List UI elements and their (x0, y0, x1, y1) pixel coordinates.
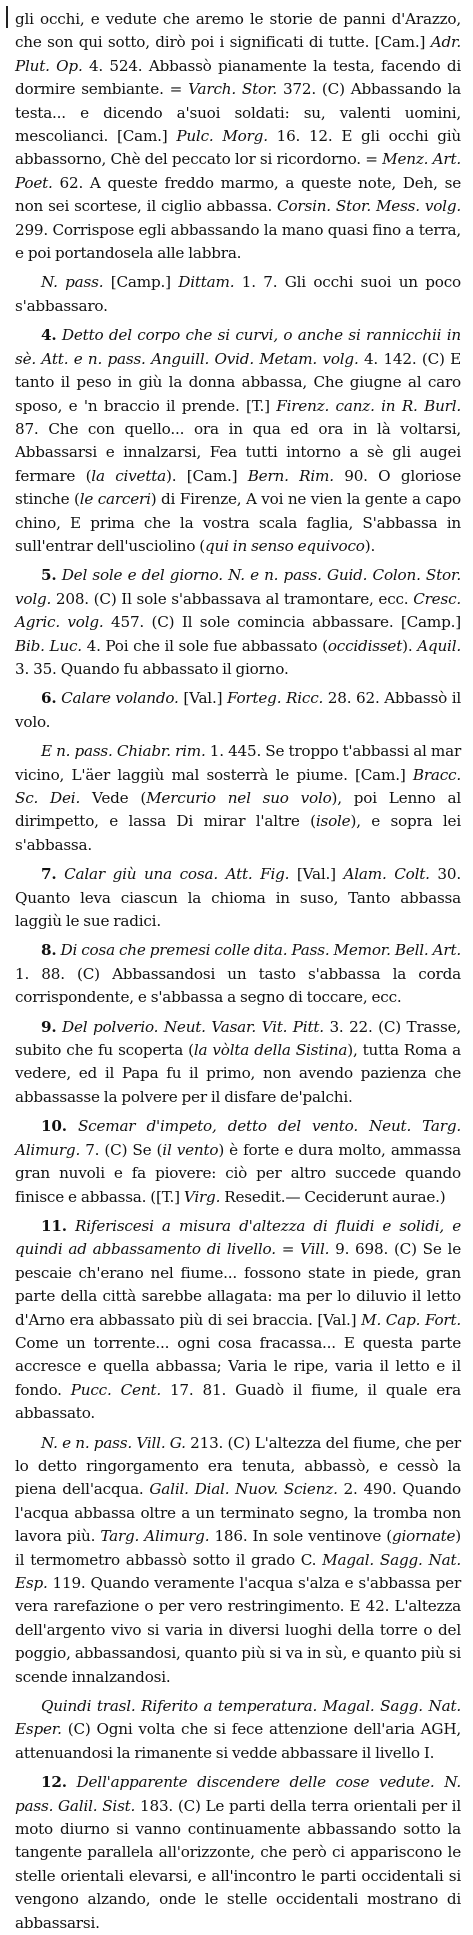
italic-text: Calare volando. (61, 689, 179, 708)
text-run: 208. (C) Il sole s'abbassava al tramontare, ecc. (51, 589, 414, 608)
italic-text: Varch. Stor. (188, 80, 277, 99)
italic-text: Del polverio. Neut. Vasar. Vit. Pitt. (62, 1017, 324, 1036)
text-run: ). (364, 536, 376, 555)
text-run: ) il termometro abbassò sotto il grado C. (15, 1527, 461, 1569)
text-run: 183. (C) Le parti della terra orientali per il moto diurno si vanno continuamente abbassando sotto la tangente parallela all'orizzonte, che però ci appariscono le stelle orientali elevarsi, e all'incontro le parti occidentali si vengono alzando, onde le stelle occidentali mostrano di abbassarsi. (15, 1796, 461, 1932)
text-run: [Camp.] (103, 273, 179, 292)
text-run: 299. Corrispose egli abbassando la mano quasi fino a terra, e poi portandosela alle labbra. (15, 220, 461, 263)
text-run (67, 1773, 77, 1791)
italic-text: Targ. Alimurg. (100, 1527, 210, 1546)
text-run: 1. 88. (C) Abbassandosi un tasto s'abbassa la corda corrispondente, e s'abbassa a segno di toccare, ecc. (15, 964, 461, 1007)
italic-text: Pulc. Morg. (176, 127, 268, 146)
text-run: ) di Firenze, A voi ne vien la gente a capo chino, E prima che la vostra scala faglia, S'abbassa in sull'entrar dell'usciolino ( (15, 490, 461, 555)
sense-number: 4. (41, 326, 57, 345)
text-run: 213. (C) L'altezza del fiume, che per lo detto ringorgamento era tenuta, abbassò, e cessò la piena dell'acqua. (15, 1433, 461, 1499)
text-run: [Val.] (178, 689, 227, 708)
text-run: gli occhi, e vedute che aremo le storie de panni d'Arazzo, che son qui sotto, dirò poi i significati di tutte. [Cam.] (15, 10, 461, 52)
entry-paragraph (15, 1115, 461, 1209)
text-run: 28. 62. Abbassò il volo. (15, 689, 462, 731)
text-run: 30. Quanto leva ciascun la chioma in suso, Tanto abbassa laggiù le sue radici. (15, 865, 461, 931)
text-run: Come un torrente... ogni cosa fracassa... E questa parte accresce e quella abbassa; Varia le ripe, varia il letto e il fondo. (15, 1333, 461, 1399)
sense-number: 9. (41, 1017, 57, 1036)
italic-text: Menz. Art. Poet. (15, 150, 461, 192)
italic-text: Mercurio nel suo volo (146, 789, 332, 807)
italic-text: occidisset (327, 636, 403, 655)
italic-text: Dell'apparente discendere delle cose vedute. N. pass. Galil. Sist. (15, 1773, 461, 1815)
sense-number: 11. (41, 1216, 67, 1235)
sense-number: 10. (41, 1117, 67, 1136)
italic-text: N. pass. (41, 273, 104, 292)
italic-text: il vento (162, 1140, 219, 1159)
text-run: 7. (C) Se ( (80, 1140, 163, 1159)
italic-text: Forteg. Ricc. (226, 689, 324, 708)
text-run: 17. 81. Guadò il fiume, il quale era abbassato. (15, 1380, 461, 1423)
text-run: 3. 22. (C) Trasse, subito che fu scoperta ( (15, 1017, 462, 1060)
italic-text: la civetta (91, 466, 166, 485)
text-run: ) è forte e dura molto, ammassa gran nuvoli e fa piovere: ciò per altro succede quando finisce e abbassa. ([T.] (15, 1140, 461, 1206)
italic-text: qui in senso equivoco (205, 536, 365, 555)
sense-number: 5. (41, 566, 57, 585)
text-run: 2. 490. Quando l'acqua abbassa oltre a un terminato segno, la tromba non lavora più. (15, 1480, 462, 1546)
text-run (67, 1217, 75, 1235)
text-run: = (275, 1240, 301, 1259)
italic-text: isole (315, 812, 351, 831)
entry-paragraph (15, 939, 461, 1009)
text-run: 62. A queste freddo marmo, a queste note, Deh, se non sei scortese, il ciglio abbassa. (15, 173, 461, 216)
entry-paragraph (15, 863, 461, 933)
italic-text: Del sole e del giorno. N. e n. pass. Guid. Colon. Stor. volg. (15, 566, 461, 608)
text-run: 3. 35. Quando fu abbassato il giorno. (15, 659, 289, 678)
italic-text: M. Cap. Fort. (361, 1310, 461, 1329)
text-run: ). [Cam.] (166, 466, 248, 485)
text-run: ), e sopra lei s'abbassa. (15, 812, 461, 854)
text-run: Vede ( (80, 789, 147, 807)
text-run: [Val.] (289, 865, 344, 884)
text-run: 90. O gloriose stinche ( (15, 466, 461, 509)
text-run: 119. Quando veramente l'acqua s'alza e s'abbassa per vera rarefazione o per vero restringimento. E 42. L'altezza dell'argento vivo si varia in diversi luoghi della torre o del poggio, abbassandosi, quanto più si va in sù, e quanto più si scende innalzandosi. (15, 1574, 461, 1686)
text-run (56, 865, 64, 883)
entry-paragraph (15, 8, 461, 265)
entry-paragraph (15, 1432, 461, 1689)
italic-text: Galil. Dial. Nuov. Scienz. (149, 1480, 338, 1499)
entry-paragraph (15, 271, 461, 318)
text-run: ), poi Lenno al dirimpetto, e lassa Di mirar l'altre ( (15, 789, 461, 831)
italic-text: Corsin. Stor. Mess. volg. (277, 197, 461, 216)
italic-text: E n. pass. Chiabr. rim. (41, 742, 206, 761)
text-run: 87. Che con quello... ora in qua ed ora in là voltarsi, Abbassarsi e innalzarsi, Fea tutti intorno a sè gli augei fermare ( (15, 419, 461, 485)
italic-text: Cresc. Agric. volg. (15, 589, 461, 632)
italic-text: Adr. Plut. Op. (15, 33, 461, 75)
italic-text: Aquil. (417, 636, 462, 655)
entry-paragraph (15, 1016, 461, 1110)
text-run: (C) Ogni volta che si fece attenzione dell'aria AGH, attenuandosi la rimanente si vedde abbassare il livello I. (15, 1720, 461, 1762)
italic-text: Alam. Colt. (343, 865, 430, 884)
italic-text: Di cosa che premesi colle dita. Pass. Memor. Bell. Art. (60, 941, 461, 960)
italic-text: le carceri (79, 490, 151, 509)
italic-text: Vill. (300, 1240, 330, 1259)
italic-text: Virg. (183, 1187, 221, 1206)
margin-rule (6, 6, 8, 28)
sense-number: 6. (41, 689, 57, 708)
text-run (67, 1117, 78, 1135)
entry-paragraph (15, 740, 461, 857)
italic-text: Dittam. (178, 273, 235, 292)
text-run: 16. 12. E gli occhi giù abbassorno, Chè del peccato lor si ricordorno. = (15, 127, 461, 169)
italic-text: Magal. Sagg. Nat. Esp. (15, 1550, 461, 1592)
text-run: 1. 445. Se troppo t'abbassi al mar vicino, L'äer laggiù mal sosterrà le piume. [Cam.] (15, 742, 462, 784)
text-run: 4. 524. Abbassò pianamente la testa, facendo di dormire sembiante. = (15, 56, 462, 99)
italic-text: Calar giù una cosa. Att. Fig. (64, 865, 290, 884)
italic-text: Riferiscesi a misura d'altezza di fluidi e solidi, e quindi ad abbassamento di livello. (15, 1216, 461, 1259)
sense-number: 8. (41, 941, 57, 960)
italic-text: Bern. Rim. (247, 466, 334, 485)
italic-text: N. e n. pass. Vill. G. (41, 1433, 186, 1452)
text-run: 372. (C) Abbassando la testa... e dicendo a'suoi soldati: su, valenti uomini, mescolianci. [Cam.] (15, 80, 461, 146)
text-run: ), tutta Roma a vedere, ed il Papa fu il primo, non avendo pazienza che abbassasse la polvere per il disfare de'palchi. (15, 1041, 462, 1106)
text-run: 1. 7. Gli occhi suoi un poco s'abbassaro. (15, 273, 461, 315)
text-run: 9. 698. (C) Se le pescaie ch'erano nel fiume... fossono state in piede, gran parte della città sarebbe allagata: ma per lo diluvio il letto d'Arno era abbassato più di sei braccia. [Val.] (15, 1240, 461, 1329)
entry-paragraph (15, 1695, 461, 1765)
entry-paragraph (15, 324, 461, 558)
text-run: Resedit.— Ceciderunt aurae.) (220, 1187, 446, 1206)
italic-text: giornate (391, 1527, 456, 1546)
italic-text: Pucc. Cent. (70, 1380, 161, 1399)
text-run: 186. In sole ventinove ( (209, 1527, 392, 1546)
italic-text: Detto del corpo che si curvi, o anche si rannicchii in sè. Att. e n. pass. Anguill. Ovid. Metam. volg. (15, 326, 461, 368)
text-run: 457. (C) Il sole comincia abbassare. [Camp.] (103, 613, 461, 632)
text-column (15, 8, 461, 1935)
italic-text: Scemar d'impeto, detto del vento. Neut. Targ. Alimurg. (15, 1117, 461, 1159)
italic-text: la vòlta della Sistina (193, 1041, 348, 1060)
text-run: 4. Poi che il sole fue abbassato ( (81, 636, 328, 655)
italic-text: Firenz. canz. in R. Burl. (276, 396, 462, 415)
sense-number: 12. (41, 1773, 67, 1792)
sense-number: 7. (41, 865, 57, 884)
text-run: 4. 142. (C) E tanto il peso in giù la donna abbassa, Che giugne al caro sposo, e 'n braccio il prende. [T.] (15, 349, 461, 415)
italic-text: Quindi trasl. Riferito a temperatura. Magal. Sagg. Nat. Esper. (15, 1697, 461, 1739)
italic-text: Bracc. Sc. Dei. (15, 765, 461, 807)
text-run: ). (402, 636, 418, 655)
entry-paragraph (15, 1215, 461, 1426)
italic-text: Bib. Luc. (15, 636, 82, 655)
entry-paragraph (15, 1771, 461, 1935)
entry-paragraph (15, 564, 461, 681)
entry-paragraph (15, 687, 461, 734)
